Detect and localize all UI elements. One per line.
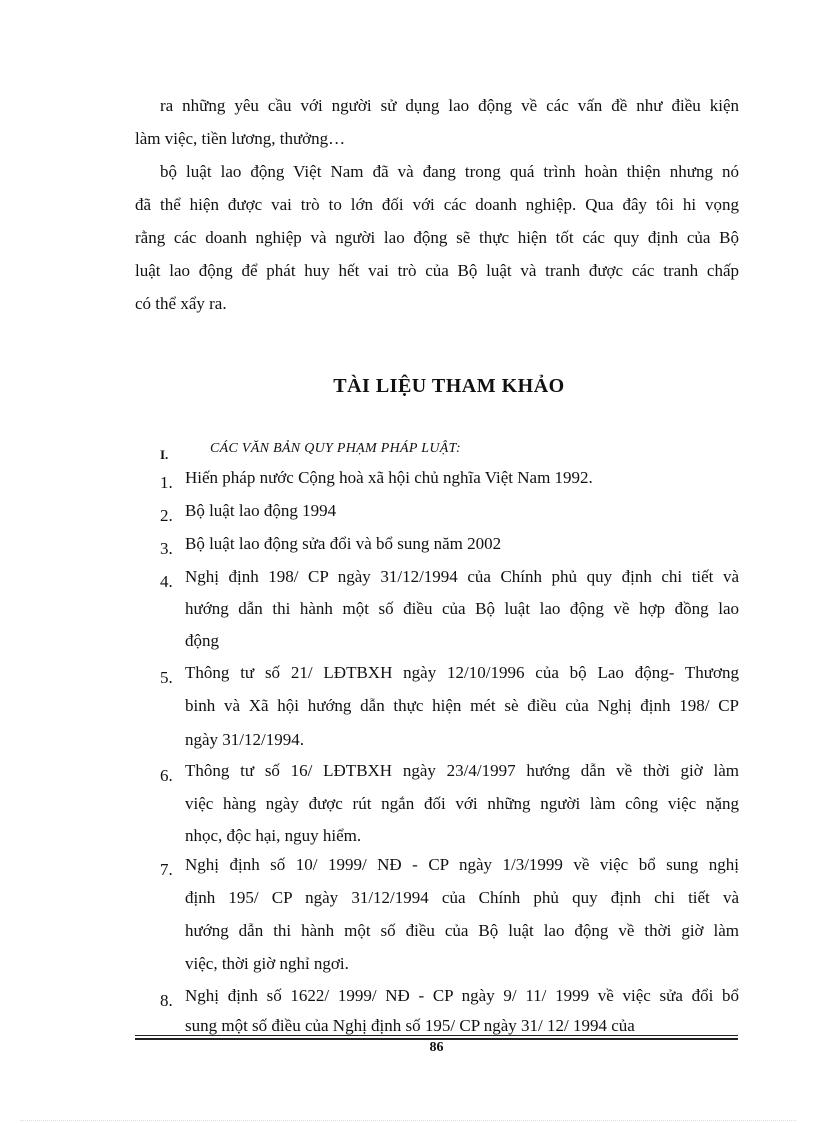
body-line: rằng các doanh nghiệp và người lao động sẽ thực hiện tốt các quy định của Bộ (135, 228, 739, 247)
body-line: ra những yêu cầu với người sử dụng lao động về các vấn đề như điều kiện (160, 96, 739, 115)
body-line: luật lao động để phát huy hết vai trò của Bộ luật và tranh được các tranh chấp (135, 261, 739, 280)
reference-number: 4. (160, 572, 173, 591)
reference-line: việc, thời giờ nghỉ ngơi. (185, 954, 349, 973)
section-number: I. (160, 447, 169, 462)
reference-line: Thông tư số 16/ LĐTBXH ngày 23/4/1997 hướng dẫn về thời giờ làm (185, 761, 739, 780)
reference-line: Nghị định 198/ CP ngày 31/12/1994 của Chính phủ quy định chi tiết và (185, 567, 739, 586)
reference-line: Bộ luật lao động 1994 (185, 501, 337, 520)
reference-line: Hiến pháp nước Cộng hoà xã hội chủ nghĩa Việt Nam 1992. (185, 468, 593, 487)
footer-rule (135, 1035, 738, 1036)
page-edge-dots (20, 1120, 796, 1121)
body-line: đã thể hiện được vai trò to lớn đối với các doanh nghiệp. Qua đây tôi hi vọng (135, 195, 739, 214)
body-line: bộ luật lao động Việt Nam đã và đang trong quá trình hoàn thiện nhưng nó (160, 162, 739, 181)
reference-line: hướng dẫn thi hành một số điều của Bộ luật lao động về thời giờ làm (185, 921, 739, 940)
reference-line: nhọc, độc hại, nguy hiểm. (185, 826, 362, 845)
reference-line: định 195/ CP ngày 31/12/1994 của Chính phủ quy định chi tiết và (185, 888, 739, 907)
reference-line: việc hàng ngày được rút ngắn đối với những người làm công việc nặng (185, 794, 739, 813)
reference-line: động (185, 631, 219, 650)
reference-number: 6. (160, 766, 173, 785)
section-title: CÁC VĂN BẢN QUY PHẠM PHÁP LUẬT: (210, 441, 461, 456)
reference-line: ngày 31/12/1994. (185, 730, 304, 749)
reference-number: 1. (160, 473, 173, 492)
reference-line: Thông tư số 21/ LĐTBXH ngày 12/10/1996 của bộ Lao động- Thương (185, 663, 739, 682)
references-heading: TÀI LIỆU THAM KHẢO (333, 375, 565, 397)
reference-line: Nghị định số 10/ 1999/ NĐ - CP ngày 1/3/1999 về việc bổ sung nghị (185, 855, 739, 874)
reference-number: 7. (160, 860, 173, 879)
reference-line: hướng dẫn thi hành một số điều của Bộ luật lao động về hợp đồng lao (185, 599, 739, 618)
reference-number: 5. (160, 668, 173, 687)
body-line: làm việc, tiền lương, thưởng… (135, 129, 346, 148)
reference-line: Bộ luật lao động sửa đổi và bổ sung năm 2002 (185, 534, 502, 553)
reference-number: 2. (160, 506, 173, 525)
reference-line: binh và Xã hội hướng dẫn thực hiện mét sè điều của Nghị định 198/ CP (185, 696, 739, 715)
body-line: có thể xẩy ra. (135, 294, 227, 313)
page-number: 86 (429, 1040, 444, 1055)
reference-number: 8. (160, 991, 173, 1010)
reference-line: sung một số điều của Nghị định số 195/ CP ngày 31/ 12/ 1994 của (185, 1016, 635, 1035)
reference-line: Nghị định số 1622/ 1999/ NĐ - CP ngày 9/ 11/ 1999 về việc sửa đổi bổ (185, 986, 739, 1005)
reference-number: 3. (160, 539, 173, 558)
